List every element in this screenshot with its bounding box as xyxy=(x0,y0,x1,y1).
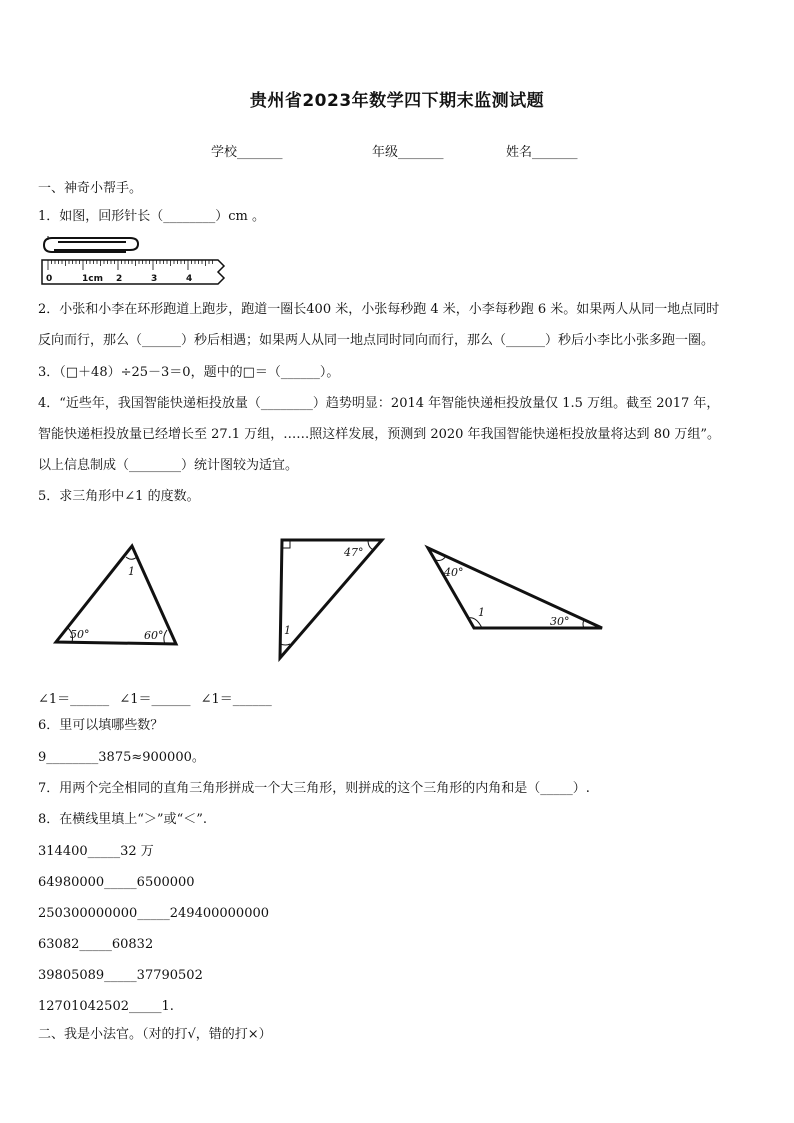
student-info-row xyxy=(0,141,794,161)
ruler-label-4: 4 xyxy=(186,274,193,284)
question-8-item: 314400_____32 万 xyxy=(38,844,154,859)
question-8-item: 12701042502_____1. xyxy=(38,999,174,1014)
question-4-line2: 智能快递柜投放量已经增长至 27.1 万组，……照这样发展，预测到 2020 年我国智能快递柜投放量将达到 80 万组”。 xyxy=(38,427,721,442)
question-8-item: 64980000_____6500000 xyxy=(38,875,195,890)
section1-heading: 一、神奇小帮手。 xyxy=(38,181,143,196)
angle-answer-row xyxy=(38,688,278,707)
question-6: 6．里可以填哪些数？ xyxy=(38,718,164,733)
triangle-1-figure xyxy=(48,540,188,652)
ruler-figure xyxy=(40,236,228,288)
grade-field: 年级_______ xyxy=(372,145,444,160)
ruler-label-2: 2 xyxy=(116,274,123,284)
question-6-expression: 9________3875≈900000。 xyxy=(38,750,205,765)
triangle-3-angle-1: 1 xyxy=(478,606,485,619)
triangle-1-angle-1: 1 xyxy=(128,565,135,578)
triangle-1-angle-50: 50° xyxy=(70,628,90,641)
question-8-item: 63082_____60832 xyxy=(38,937,154,952)
triangle-1-angle-60: 60° xyxy=(144,629,164,642)
question-4-line1: 4．“近些年，我国智能快递柜投放量（________）趋势明显：2014 年智能快递柜投放量仅 1.5 万组。截至 2017 年， xyxy=(38,396,720,411)
ruler-label-3: 3 xyxy=(151,274,158,284)
triangle-3-angle-30: 30° xyxy=(550,615,570,628)
paperclip-icon xyxy=(44,238,138,252)
angle-answer-3: ∠1＝______ xyxy=(200,692,272,707)
ruler-label-0: 0 xyxy=(46,274,53,284)
angle-answer-2: ∠1＝______ xyxy=(119,692,191,707)
question-8-item: 250300000000_____249400000000 xyxy=(38,906,270,921)
question-3: 3．（□＋48）÷25－3＝0，题中的□＝（______）。 xyxy=(38,365,340,380)
ruler-with-paperclip xyxy=(40,236,228,288)
question-1: 1．如图，回形针长（________）cm 。 xyxy=(38,209,266,224)
triangle-2-figure xyxy=(272,534,388,664)
question-7: 7．用两个完全相同的直角三角形拼成一个大三角形，则拼成的这个三角形的内角和是（_____）. xyxy=(38,781,590,796)
question-8: 8．在横线里填上“＞”或“＜”. xyxy=(38,812,207,827)
triangle-2-angle-1: 1 xyxy=(284,624,291,637)
triangle-2-angle-47: 47° xyxy=(344,546,364,559)
page-title: 贵州省2023年数学四下期末监测试题 xyxy=(249,91,545,111)
triangle-3-figure xyxy=(420,540,610,636)
question-2-line1: 2．小张和小李在环形跑道上跑步，跑道一圈长400 米，小张每秒跑 4 米，小李每秒跑 6 米。如果两人从同一地点同时 xyxy=(38,302,720,317)
question-2-line2: 反向而行，那么（______）秒后相遇；如果两人从同一地点同时同向而行，那么（______）秒后小李比小张多跑一圈。 xyxy=(38,333,715,348)
ruler-label-1cm: 1cm xyxy=(82,274,103,284)
school-field: 学校_______ xyxy=(211,145,283,160)
angle-answer-1: ∠1＝______ xyxy=(38,692,110,707)
section2-heading: 二、我是小法官。（对的打√，错的打×） xyxy=(38,1027,272,1042)
name-field: 姓名_______ xyxy=(506,145,578,160)
question-8-item: 39805089_____37790502 xyxy=(38,968,203,983)
question-5: 5．求三角形中∠1 的度数。 xyxy=(38,489,200,504)
question-4-line3: 以上信息制成（________）统计图较为适宜。 xyxy=(38,458,299,473)
triangle-3-angle-40: 40° xyxy=(444,566,464,579)
